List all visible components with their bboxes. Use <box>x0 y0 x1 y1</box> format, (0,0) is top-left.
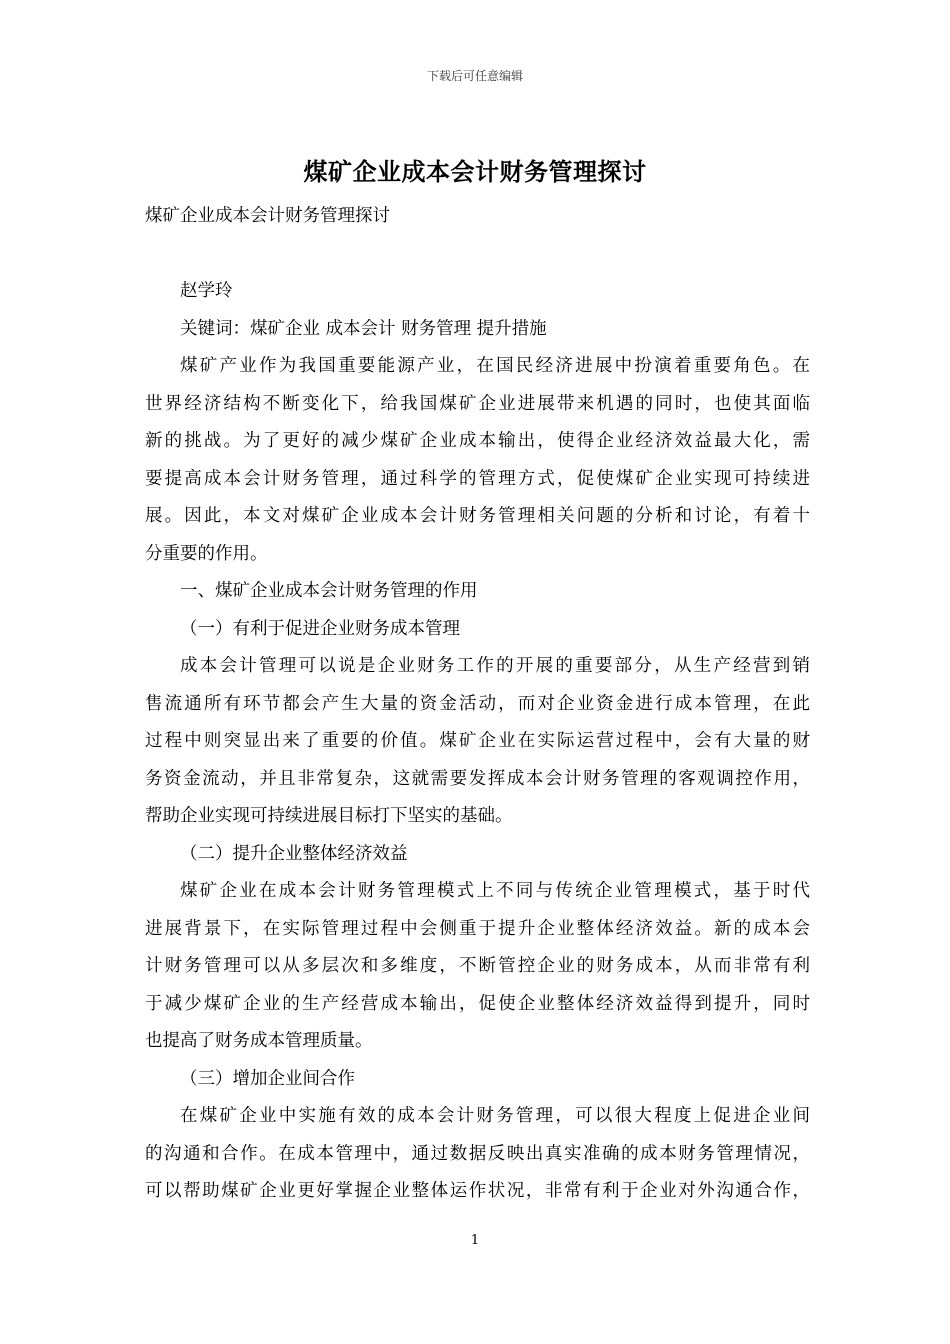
paragraph-line: 于减少煤矿企业的生产经营成本输出，促使企业整体经济效益得到提升，同时 <box>145 993 810 1014</box>
header-note: 下载后可任意编辑 <box>426 69 523 83</box>
subsection-heading-2: （二）提升企业整体经济效益 <box>180 843 408 864</box>
subtitle: 煤矿企业成本会计财务管理探讨 <box>145 206 390 226</box>
document-body <box>145 198 810 1211</box>
subsection-3-paragraph <box>145 1098 810 1211</box>
paragraph-line: 在煤矿企业中实施有效的成本会计财务管理，可以很大程度上促进企业间 <box>180 1106 810 1126</box>
paragraph-line: 要提高成本会计财务管理，通过科学的管理方式，促使煤矿企业实现可持续进 <box>145 468 810 489</box>
subsection-2-paragraph <box>145 873 810 1061</box>
paragraph-line: 可以帮助煤矿企业更好掌握企业整体运作状况，非常有利于企业对外沟通合作， <box>145 1181 810 1201</box>
paragraph-line: 煤矿企业在成本会计财务管理模式上不同与传统企业管理模式，基于时代 <box>180 881 810 901</box>
document-title: 煤矿企业成本会计财务管理探讨 <box>303 157 647 186</box>
paragraph-line: 进展背景下，在实际管理过程中会侧重于提升企业整体经济效益。新的成本会 <box>145 918 810 939</box>
author: 赵学玲 <box>180 281 233 301</box>
subsection-heading-3: （三）增加企业间合作 <box>180 1068 355 1089</box>
paragraph-line: 过程中则突显出来了重要的价值。煤矿企业在实际运营过程中，会有大量的财 <box>145 731 810 751</box>
paragraph-line: 分重要的作用。 <box>145 543 268 564</box>
section-heading-1: 一、煤矿企业成本会计财务管理的作用 <box>180 581 478 601</box>
paragraph-line: 煤矿产业作为我国重要能源产业，在国民经济进展中扮演着重要角色。在 <box>180 356 810 376</box>
paragraph-line: 新的挑战。为了更好的减少煤矿企业成本输出，使得企业经济效益最大化，需 <box>145 431 810 451</box>
paragraph-line: 的沟通和合作。在成本管理中，通过数据反映出真实准确的成本财务管理情况， <box>145 1143 810 1164</box>
paragraph-line: 世界经济结构不断变化下，给我国煤矿企业进展带来机遇的同时，也使其面临 <box>145 393 810 414</box>
intro-paragraph <box>145 348 810 573</box>
paragraph-line: 也提高了财务成本管理质量。 <box>145 1031 373 1051</box>
subsection-heading-1: （一）有利于促进企业财务成本管理 <box>180 618 460 639</box>
paragraph-line: 成本会计管理可以说是企业财务工作的开展的重要部分，从生产经营到销 <box>180 656 810 676</box>
paragraph-line: 售流通所有环节都会产生大量的资金活动，而对企业资金进行成本管理，在此 <box>145 693 810 714</box>
page-number: 1 <box>470 1233 480 1248</box>
paragraph-line: 计财务管理可以从多层次和多维度，不断管控企业的财务成本，从而非常有利 <box>145 956 810 976</box>
paragraph-line: 帮助企业实现可持续进展目标打下坚实的基础。 <box>145 806 513 826</box>
subsection-1-paragraph <box>145 648 810 836</box>
keywords: 关键词：煤矿企业 成本会计 财务管理 提升措施 <box>180 318 547 339</box>
paragraph-line: 展。因此，本文对煤矿企业成本会计财务管理相关问题的分析和讨论，有着十 <box>145 506 810 526</box>
blank-line <box>145 236 810 274</box>
paragraph-line: 务资金流动，并且非常复杂，这就需要发挥成本会计财务管理的客观调控作用， <box>145 768 810 789</box>
